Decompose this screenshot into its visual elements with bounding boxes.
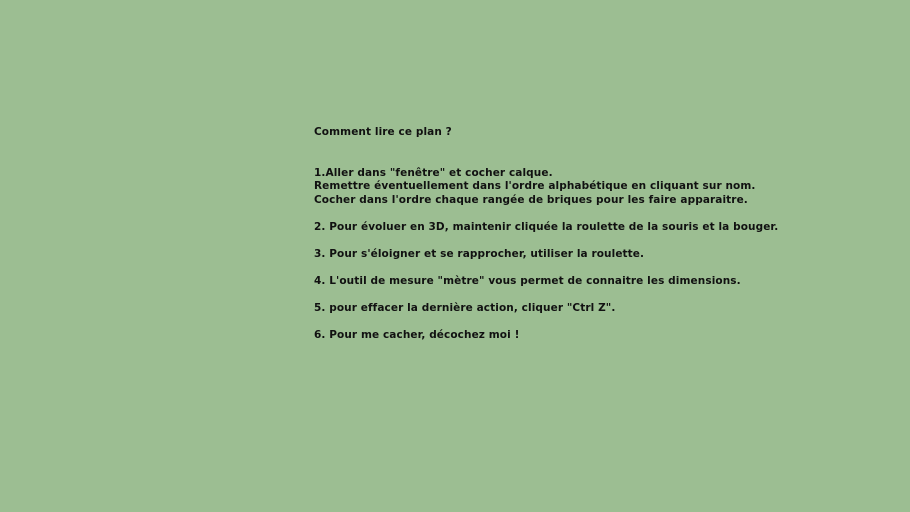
- step-4-line-1: 4. L'outil de mesure "mètre" vous permet de connaitre les dimensions.: [314, 274, 741, 287]
- instruction-step-3: [314, 248, 874, 262]
- note-title: Comment lire ce plan ?: [314, 126, 452, 138]
- step-1-line-3: Cocher dans l'ordre chaque rangée de briques pour les faire apparaitre.: [314, 193, 748, 206]
- step-5-line-1: 5. pour effacer la dernière action, cliquer "Ctrl Z".: [314, 301, 616, 314]
- instruction-note: [314, 126, 874, 356]
- step-1-line-2: Remettre éventuellement dans l'ordre alphabétique en cliquant sur nom.: [314, 180, 756, 192]
- step-3-line-1: 3. Pour s'éloigner et se rapprocher, utiliser la roulette.: [314, 247, 645, 260]
- instruction-step-5: [314, 302, 874, 316]
- instruction-step-4: [314, 275, 874, 289]
- instruction-step-1: [314, 167, 874, 208]
- step-1-line-1: 1.Aller dans "fenêtre" et cocher calque.: [314, 166, 553, 179]
- instruction-step-6: [314, 329, 874, 343]
- instruction-step-2: [314, 221, 874, 235]
- step-2-line-1: 2. Pour évoluer en 3D, maintenir cliquée la roulette de la souris et la bouger.: [314, 220, 779, 233]
- step-6-line-1: 6. Pour me cacher, décochez moi !: [314, 328, 520, 341]
